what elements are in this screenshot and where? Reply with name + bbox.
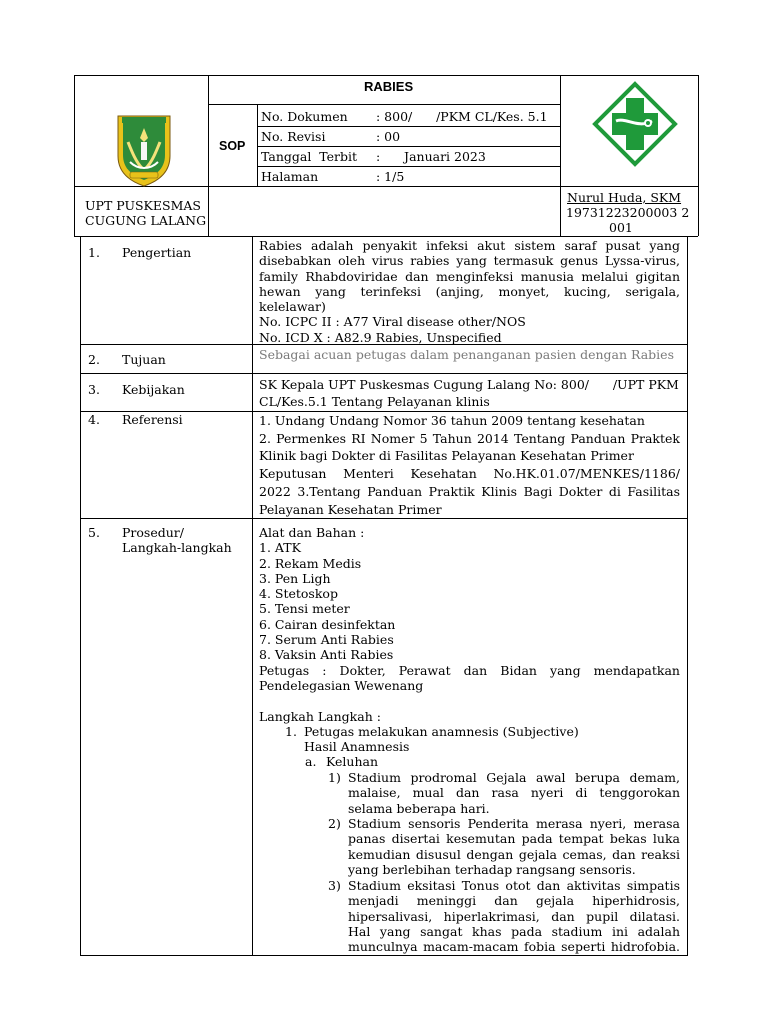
issue-date-label: Tanggal Terbit <box>261 149 358 164</box>
section-5-title-line1: Prosedur/ <box>122 525 184 540</box>
issue-date-value: : Januari 2023 <box>376 149 486 164</box>
stage-1-number: 1) <box>328 770 341 785</box>
page-label: Halaman <box>261 169 319 184</box>
signer-id-line1: 19731223200003 2 <box>566 205 690 220</box>
stage-3-number: 3) <box>328 878 341 893</box>
signer-id-line2: 001 <box>609 220 633 235</box>
regency-emblem-logo <box>114 112 174 188</box>
step-1-number: 1. <box>285 724 297 739</box>
org-name-line2: CUGUNG LALANG <box>85 213 207 228</box>
anamnesis-result-heading: Hasil Anamnesis <box>304 739 410 754</box>
section-3-content: SK Kepala UPT Puskesmas Cugung Lalang No: 800/ /UPT PKM CL/Kes.5.1 Tentang Pelayanan klinis <box>259 377 679 409</box>
section-5-title-line2: Langkah-langkah <box>122 540 232 555</box>
tools-list: Alat dan Bahan : 1. ATK 2. Rekam Medis 3. Pen Ligh 4. Stetoskop 5. Tensi meter 6. Cairan desinfektan 7. Serum Anti Rabies 8. Vaksin Anti Rabies Petugas : Dokter, Perawat dan Bidan yang mendapatkan Pendelegasian Wewenang <box>259 525 680 693</box>
signer-name: Nurul Huda, SKM <box>567 190 682 205</box>
doc-number-value: : 800/ /PKM CL/Kes. 5.1 <box>376 109 548 124</box>
step-1-text: Petugas melakukan anamnesis (Subjective) <box>304 724 579 739</box>
section-2-number: 2. <box>88 352 100 367</box>
section-4-content: 1. Undang Undang Nomor 36 tahun 2009 tentang kesehatan 2. Permenkes RI Nomer 5 Tahun 2014 Tentang Panduan Praktek Klinik bagi Dokter di Fasilitas Pelayanan Kesehatan Primer Keputusan Menteri Kesehatan No.HK.01.07/MENKES/1186/ 2022 3.Tentang Panduan Praktik Klinis Bagi Dokter di Fasilitas Pelayanan Kesehatan Primer <box>259 413 680 517</box>
section-1-title: Pengertian <box>122 245 192 260</box>
complaint-number: a. <box>305 754 317 769</box>
stage-2-text: Stadium sensoris Penderita merasa nyeri, merasa panas disertai kesemutan pada tempat bekas luka kemudian disusul dengan gejala cemas, dan reaksi yang berlebihan terhadap rangsang sensoris. <box>348 816 680 877</box>
sop-title: RABIES <box>364 79 414 94</box>
doc-number-label: No. Dokumen <box>261 109 348 124</box>
revision-value: : 00 <box>376 129 401 144</box>
revision-label: No. Revisi <box>261 129 326 144</box>
complaint-heading: Keluhan <box>326 754 379 769</box>
page-value: : 1/5 <box>376 169 405 184</box>
section-4-title: Referensi <box>122 412 183 427</box>
section-3-number: 3. <box>88 382 100 397</box>
section-2-title: Tujuan <box>122 352 166 367</box>
steps-title: Langkah Langkah : <box>259 709 381 724</box>
section-1-number: 1. <box>88 245 100 260</box>
stage-2-number: 2) <box>328 816 341 831</box>
section-2-content: Sebagai acuan petugas dalam penanganan pasien dengan Rabies <box>259 347 674 362</box>
stage-1-text: Stadium prodromal Gejala awal berupa demam, malaise, mual dan rasa nyeri di tenggorokan selama beberapa hari. <box>348 770 680 816</box>
stage-3-text: Stadium eksitasi Tonus otot dan aktivitas simpatis menjadi meninggi dan gejala hiperhidrosis, hipersalivasi, hiperlakrimasi, dan pupil dilatasi. Hal yang sangat khas pada stadium ini adalah munculnya macam-macam fobia seperti hidrofobia. <box>348 878 680 955</box>
section-5-number: 5. <box>88 525 100 540</box>
section-3-title: Kebijakan <box>122 382 185 397</box>
puskesmas-logo <box>592 81 678 167</box>
section-1-content: Rabies adalah penyakit infeksi akut sistem saraf pusat yang disebabkan oleh virus rabies yang termasuk genus Lyssa-virus, family Rhabdoviridae dan menginfeksi manusia melalui gigitan hewan yang terinfeksi (anjing, monyet, kucing, serigala, kelelawar) No. ICPC II : A77 Viral disease other/NOS No. ICD X : A82.9 Rabies, Unspecified <box>259 238 680 345</box>
section-4-number: 4. <box>88 412 100 427</box>
sop-label: SOP <box>219 139 246 153</box>
org-name-line1: UPT PUSKESMAS <box>85 198 201 213</box>
